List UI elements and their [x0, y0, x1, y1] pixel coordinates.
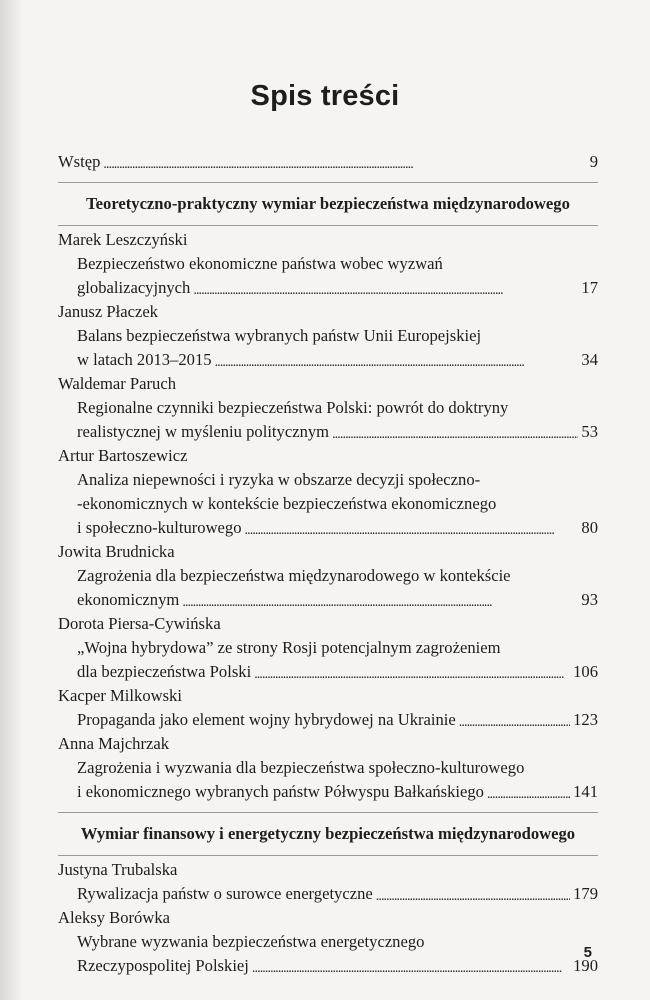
toc-entry — [58, 732, 598, 804]
intro-page: 9 — [589, 152, 598, 171]
leader-dots — [193, 277, 578, 294]
entry-page-number: 179 — [573, 884, 598, 903]
table-of-contents — [58, 150, 598, 978]
leader-dots — [487, 781, 570, 798]
toc-entry — [58, 540, 598, 612]
entry-last-line — [58, 882, 598, 906]
entry-last-line — [58, 780, 598, 804]
entry-title-end: i ekonomicznego wybranych państw Półwyspu Bałkańskiego — [77, 782, 484, 801]
toc-entry — [58, 228, 598, 300]
entry-title-line: Zagrożenia dla bezpieczeństwa międzynarodowego w kontekście — [77, 566, 511, 585]
toc-entry-intro — [58, 150, 598, 174]
leader-dots — [254, 661, 570, 678]
entry-author: Janusz Płaczek — [58, 302, 158, 321]
book-binding-shadow — [0, 0, 24, 1000]
entry-last-line — [58, 660, 598, 684]
section-1-entries — [58, 228, 598, 804]
leader-dots — [459, 709, 570, 726]
entry-page-number: 106 — [573, 662, 598, 681]
entry-page-number: 17 — [581, 278, 598, 297]
entry-page-number: 53 — [581, 422, 598, 441]
entry-title-end: i społeczno-kulturowego — [77, 518, 242, 537]
entry-author: Waldemar Paruch — [58, 374, 176, 393]
page-title: Spis treści — [250, 80, 400, 112]
entry-last-line — [58, 708, 598, 732]
section-heading-2: Wymiar finansowy i energetyczny bezpieczeństwa międzynarodowego — [80, 824, 576, 843]
entry-title-end: w latach 2013–2015 — [77, 350, 212, 369]
entry-title-end: Rzeczypospolitej Polskiej — [77, 956, 249, 975]
entry-author: Aleksy Borówka — [58, 908, 170, 927]
entry-page-number: 93 — [581, 590, 598, 609]
entry-title-end: Rywalizacja państw o surowce energetyczne — [77, 884, 373, 903]
leader-dots — [182, 589, 578, 606]
entry-author: Marek Leszczyński — [58, 230, 188, 249]
toc-entry — [58, 906, 598, 978]
section-2-entries — [58, 858, 598, 978]
toc-entry — [58, 612, 598, 684]
entry-last-line — [58, 516, 598, 540]
entry-last-line — [58, 588, 598, 612]
entry-page-number: 190 — [573, 956, 598, 975]
entry-title-line: -ekonomicznych w kontekście bezpieczeństwa ekonomicznego — [77, 494, 497, 513]
entry-author: Kacper Milkowski — [58, 686, 182, 705]
entry-author: Dorota Piersa-Cywińska — [58, 614, 221, 633]
leader-dots — [103, 151, 586, 168]
entry-title-end: Propaganda jako element wojny hybrydowej na Ukrainie — [77, 710, 456, 729]
entry-page-number: 123 — [573, 710, 598, 729]
leader-dots — [376, 883, 570, 900]
leader-dots — [332, 421, 578, 438]
entry-author: Justyna Trubalska — [58, 860, 178, 879]
entry-title-line: „Wojna hybrydowa” ze strony Rosji potencjalnym zagrożeniem — [77, 638, 501, 657]
toc-entry — [58, 300, 598, 372]
section-heading-1: Teoretyczno-praktyczny wymiar bezpieczeństwa międzynarodowego — [86, 194, 570, 213]
entry-title-end: ekonomicznym — [77, 590, 180, 609]
entry-author: Anna Majchrzak — [58, 734, 170, 753]
toc-entry — [58, 444, 598, 540]
entry-title-line: Analiza niepewności i ryzyka w obszarze decyzji społeczno- — [77, 470, 481, 489]
entry-title-line: Regionalne czynniki bezpieczeństwa Polski: powrót do doktryny — [77, 398, 509, 417]
entry-title-line: Balans bezpieczeństwa wybranych państw Unii Europejskiej — [77, 326, 482, 345]
entry-last-line — [58, 348, 598, 372]
leader-dots — [245, 517, 579, 534]
toc-entry — [58, 372, 598, 444]
entry-page-number: 80 — [581, 518, 598, 537]
toc-entry — [58, 684, 598, 732]
entry-author: Artur Bartoszewicz — [58, 446, 188, 465]
toc-entry — [58, 858, 598, 906]
leader-dots — [252, 955, 570, 972]
entry-last-line — [58, 420, 598, 444]
entry-title-line: Zagrożenia i wyzwania dla bezpieczeństwa społeczno-kulturowego — [77, 758, 525, 777]
entry-page-number: 34 — [581, 350, 598, 369]
entry-page-number: 141 — [573, 782, 598, 801]
leader-dots — [215, 349, 579, 366]
entry-last-line — [58, 954, 598, 978]
intro-label: Wstęp — [58, 152, 101, 171]
entry-title-end: dla bezpieczeństwa Polski — [77, 662, 252, 681]
entry-last-line — [58, 276, 598, 300]
entry-author: Jowita Brudnicka — [58, 542, 175, 561]
entry-title-line: Bezpieczeństwo ekonomiczne państwa wobec wyzwań — [77, 254, 443, 273]
entry-title-end: realistycznej w myśleniu politycznym — [77, 422, 330, 441]
entry-title-line: Wybrane wyzwania bezpieczeństwa energetycznego — [77, 932, 425, 951]
page-number: 5 — [583, 944, 592, 961]
entry-title-end: globalizacyjnych — [77, 278, 191, 297]
